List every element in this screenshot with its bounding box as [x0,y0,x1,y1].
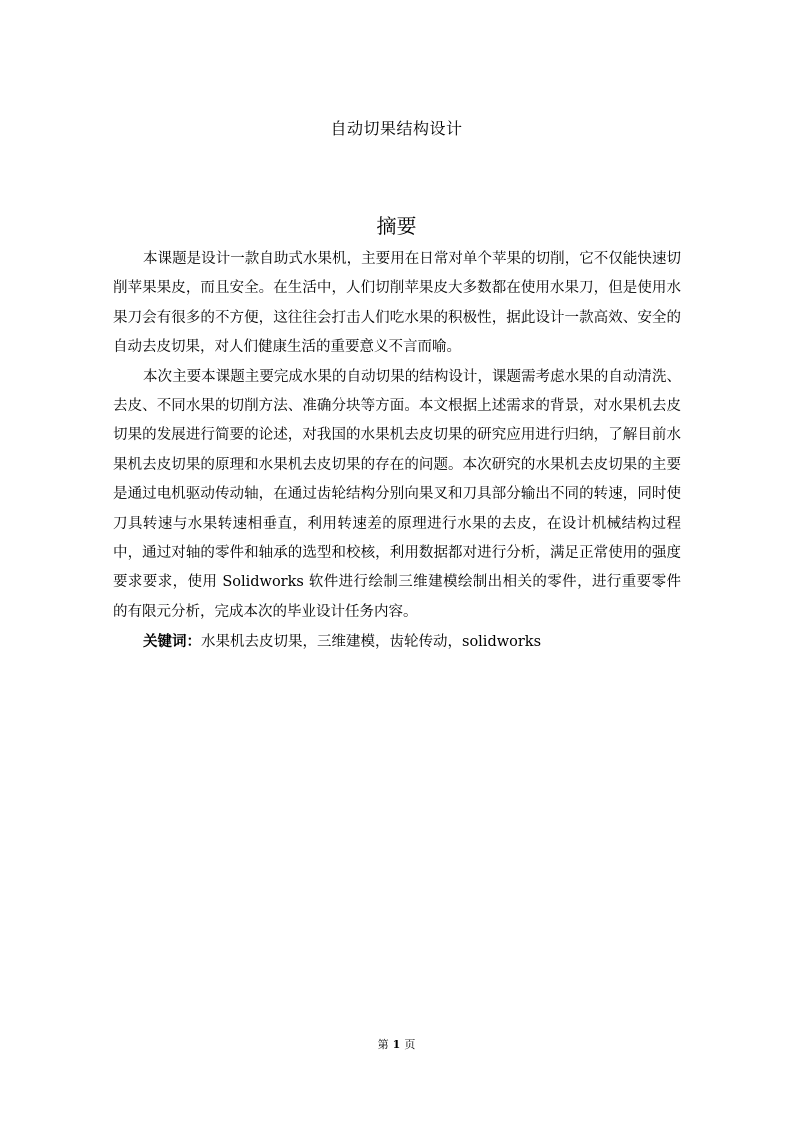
keywords-line [113,627,681,657]
keywords-text: 水果机去皮切果，三维建模，齿轮传动，solidworks [201,634,542,651]
page-footer [0,1037,793,1053]
keywords-label: 关键词： [143,633,201,651]
page-number-suffix: 页 [404,1038,416,1051]
abstract-paragraph-2: 本次主要本课题主要完成水果的自动切果的结构设计，课题需考虑水果的自动清洗、去皮、不同水果的切削方法、准确分块等方面。本文根据上述需求的背景，对水果机去皮切果的发展进行简要的论述，对我国的水果机去皮切果的研究应用进行归纳，了解目前水果机去皮切果的原理和水果机去皮切果的存在的问题。本次研究的水果机去皮切果的主要是通过电机驱动传动轴，在通过齿轮结构分别向果叉和刀具部分输出不同的转速，同时使刀具转速与水果转速相垂直，利用转速差的原理进行水果的去皮，在设计机械结构过程中，通过对轴的零件和轴承的选型和校核，利用数据都对进行分析，满足正常使用的强度要求要求，使用 Solidworks 软件进行绘制三维建模绘制出相关的零件，进行重要零件的有限元分析，完成本次的毕业设计任务内容。 [113,368,681,620]
abstract-heading: 摘要 [376,214,417,238]
page-number-prefix: 第 [377,1038,389,1051]
abstract-body [113,245,681,658]
page-number: 1 [392,1038,401,1051]
abstract-paragraph-1: 本课题是设计一款自助式水果机，主要用在日常对单个苹果的切削，它不仅能快速切削苹果果皮，而且安全。在生活中，人们切削苹果皮大多数都在使用水果刀，但是使用水果刀会有很多的不方便，这往往会打击人们吃水果的积极性，据此设计一款高效、安全的自动去皮切果，对人们健康生活的重要意义不言而喻。 [113,251,681,356]
document-title: 自动切果结构设计 [330,119,463,138]
